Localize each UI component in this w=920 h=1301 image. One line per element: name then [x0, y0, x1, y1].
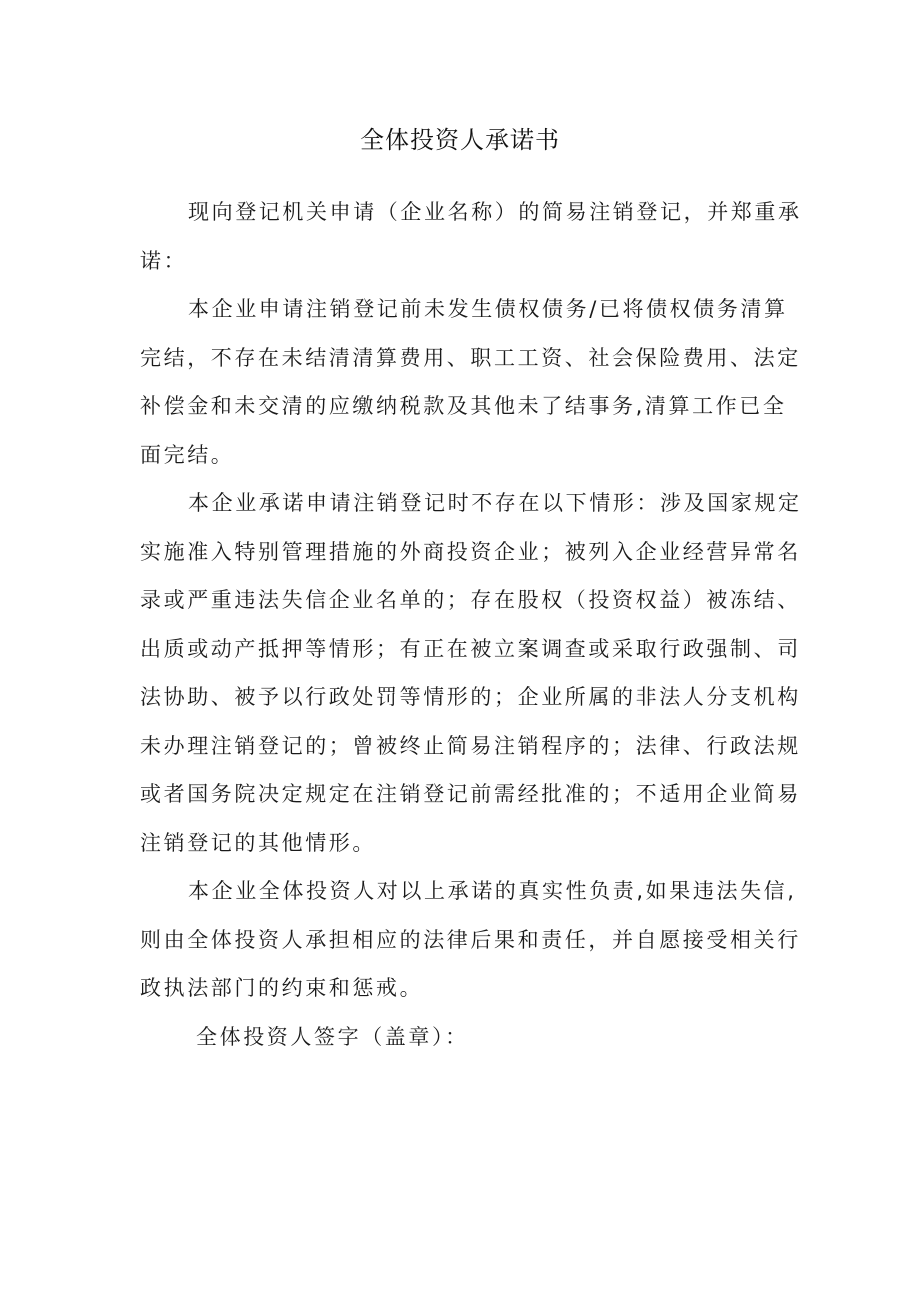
text-line: 录或严重违法失信企业名单的；存在股权（投资权益）被冻结、 [140, 588, 801, 612]
text-line: 政执法部门的约束和惩戒。 [140, 976, 424, 1000]
signature-block [140, 1013, 800, 1062]
text-line: 面完结。 [140, 442, 235, 467]
paragraph-intro [140, 188, 800, 285]
text-line: 则由全体投资人承担相应的法律后果和责任，并自愿接受相关行 [140, 927, 801, 952]
text-line: 或者国务院决定规定在注销登记前需经批准的；不适用企业简易 [140, 782, 801, 806]
document-title: 全体投资人承诺书 [360, 126, 560, 154]
document-body [140, 188, 800, 1061]
text-line: 未办理注销登记的；曾被终止简易注销程序的；法律、行政法规 [140, 733, 801, 758]
text-line: 注销登记的其他情形。 [140, 830, 376, 855]
text-line: 本企业全体投资人对以上承诺的真实性负责,如果违法失信, [188, 879, 797, 903]
paragraph-responsibility [140, 867, 800, 1013]
text-line: 诺： [140, 248, 188, 273]
signature-label: 全体投资人签字（盖章）： [196, 1024, 469, 1049]
text-line: 本企业申请注销登记前未发生债权债务/已将债权债务清算 [188, 297, 788, 321]
paragraph-debts-settled [140, 285, 800, 479]
text-line: 现向登记机关申请（企业名称）的简易注销登记，并郑重承 [188, 200, 802, 224]
text-line: 完结，不存在未结清清算费用、职工工资、社会保险费用、法定 [140, 345, 801, 370]
text-line: 实施准入特别管理措施的外商投资企业；被列入企业经营异常名 [140, 539, 801, 564]
paragraph-no-excluded-situations [140, 479, 800, 867]
text-line: 出质或动产抵押等情形；有正在被立案调查或采取行政强制、司 [140, 636, 801, 661]
text-line: 补偿金和未交清的应缴纳税款及其他未了结事务,清算工作已全 [140, 394, 787, 418]
text-line: 本企业承诺申请注销登记时不存在以下情形：涉及国家规定 [188, 491, 802, 515]
text-line: 法协助、被予以行政处罚等情形的；企业所属的非法人分支机构 [140, 685, 801, 709]
